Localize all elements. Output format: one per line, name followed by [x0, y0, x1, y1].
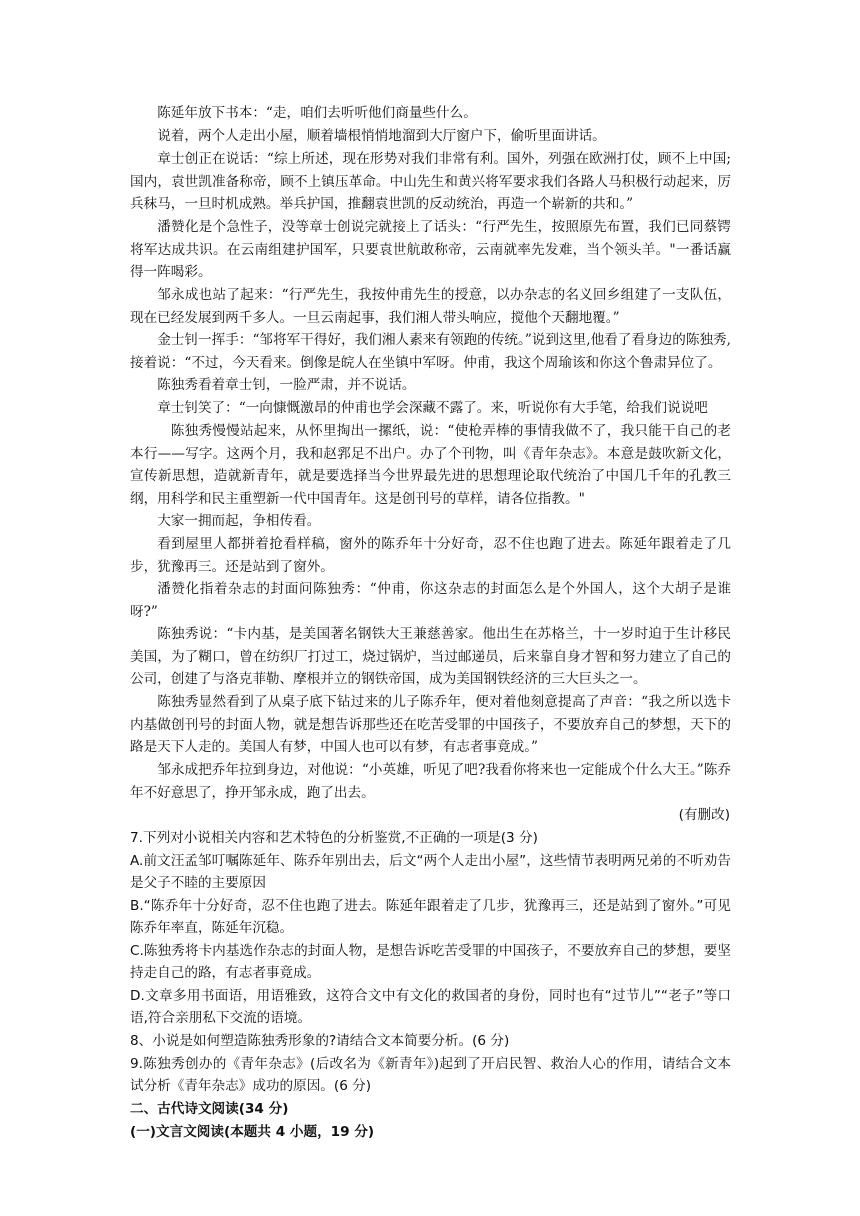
question-7: 7.下列对小说相关内容和艺术特色的分析鉴赏,不正确的一项是(3 分)	[130, 829, 538, 846]
paragraph: 章士钊笑了：“一向慷慨激昂的仲甫也学会深藏不露了。来，听说你有大手笔，给我们说说吧	[157, 400, 708, 416]
paragraph: 陈独秀慢慢站起来，从怀里掏出一摞纸，说：“使枪弄棒的事情我做不了，我只能干自己的老本行——写字。这两个月，我和赵郛足不出户。办了个刊物，叫《青年杂志》。本意是鼓吹新文化，宣传新思想，造就新青年，就是要选择当今世界最先进的思想理论取代统治了中国几千年的孔教三纲，用科学和民主重塑新一代中国青年。这是创刊号的草样，请各位指教。"	[130, 423, 731, 507]
paragraph: 潘赞化是个急性子，没等章士创说完就接上了话头：“行严先生，按照原先布置，我们已同蔡锷将军达成共识。在云南组建护国军，只要袁世航敢称帝，云南就率先发难，当个领头羊。"一番话赢得一阵喝彩。	[130, 219, 731, 281]
paragraph: 邹永成也站了起来：“行严先生，我按仲甫先生的授意，以办杂志的名义回乡组建了一支队伍，现在已经发展到两千多人。一旦云南起事，我们湘人带头响应，搅他个天翻地覆。”	[130, 287, 731, 326]
question-7-option-a: A.前文汪孟邹叮嘱陈延年、陈乔年别出去，后文“两个人走出小屋”，这些情节表明两兄弟的不听劝告是父子不睦的主要原因	[130, 852, 731, 892]
question-9: 9.陈独秀创办的《青年杂志》(后改名为《新青年》)起到了开启民智、救治人心的作用，请结合文本试分析《青年杂志》成功的原因。(6 分)	[130, 1055, 731, 1095]
paragraph: 陈独秀显然看到了从桌子底下钻过来的儿子陈乔年，便对着他刻意提高了声音：“我之所以选卡内基做创刊号的封面人物，就是想告诉那些还在吃苦受罪的中国孩子，不要放弃自己的梦想，天下的路是天下人走的。美国人有梦，中国人也可以有梦，有志者事竟成。”	[130, 694, 731, 756]
paragraph: 邹永成把乔年拉到身边，对他说：“小英雄，听见了吧?我看你将来也一定能成个什么大王。”陈乔年不好意思了，挣开邹永成，跑了出去。	[130, 762, 731, 801]
section-heading: 二、古代诗文阅读(34 分)	[130, 1100, 289, 1117]
question-7-option-c: C.陈独秀将卡内基选作杂志的封面人物，是想告诉吃苦受罪的中国孩子，不要放弃自己的梦想，要坚持走自己的路，有志者事竟成。	[130, 942, 731, 982]
paragraph: 潘赞化指着杂志的封面问陈独秀：“仲甫，你这杂志的封面怎么是个外国人，这个大胡子是谁呀?”	[130, 581, 731, 620]
paragraph: 陈延年放下书本：“走，咱们去听听他们商量些什么。	[157, 105, 477, 121]
paragraph: 陈独秀看着章士钊，一脸严肃，并不说话。	[157, 377, 416, 393]
question-7-option-b: B.“陈乔年十分好奇，忍不住也跑了进去。陈延年跟着走了几步，犹豫再三，还是站到了窗外。”可见陈乔年率直，陈延年沉稳。	[130, 897, 731, 937]
paragraph: 金士钊一挥手：“邹将军干得好，我们湘人素来有领跑的传统。”说到这里,他看了看身边的陈独秀,接着说：“不过，今天看来。倒像是皖人在坐镇中军呀。仲甫，我这个周瑜该和你这个鲁肃异位了。	[130, 332, 731, 371]
paragraph: 大家一拥而起，争相传看。	[157, 513, 321, 529]
subsection-heading: (一)文言文阅读(本题共 4 小题，19 分)	[130, 1123, 375, 1140]
paragraph: 陈独秀说：“卡内基，是美国著名钢铁大王兼慈善家。他出生在苏格兰，十一岁时迫于生计移民美国，为了糊口，曾在纺织厂打过工，烧过锅炉，当过邮递员，后来靠自身才智和努力建立了自己的公司，创建了与洛克菲勒、摩根并立的钢铁帝国，成为美国钢铁经济的三大巨头之一。	[130, 626, 731, 688]
paragraph: 说着，两个人走出小屋，顺着墙根悄悄地溜到大厅窗户下，偷听里面讲话。	[157, 128, 606, 144]
paragraph: 章士创正在说话：“综上所述，现在形势对我们非常有利。国外，列强在欧洲打仗，顾不上中国;国内，袁世凯准备称帝，顾不上镇压革命。中山先生和黄兴将军要求我们各路人马积极行动起来，厉兵秣马，一旦时机成熟。举兵护国，推翻袁世凯的反动统治，再造一个崭新的共和。”	[130, 151, 731, 213]
source-note: (有删改)	[678, 807, 730, 823]
paragraph: 看到屋里人都拼着抢看样稿，窗外的陈乔年十分好奇，忍不住也跑了进去。陈延年跟着走了几步，犹豫再三。还是站到了窗外。	[130, 536, 731, 575]
question-7-option-d: D.文章多用书面语，用语雅致，这符合文中有文化的救国者的身份，同时也有“过节儿”“老子”等口语,符合亲朋私下交流的语境。	[130, 987, 731, 1027]
question-8: 8、小说是如何塑造陈独秀形象的?请结合文本简要分析。(6 分)	[130, 1032, 510, 1049]
